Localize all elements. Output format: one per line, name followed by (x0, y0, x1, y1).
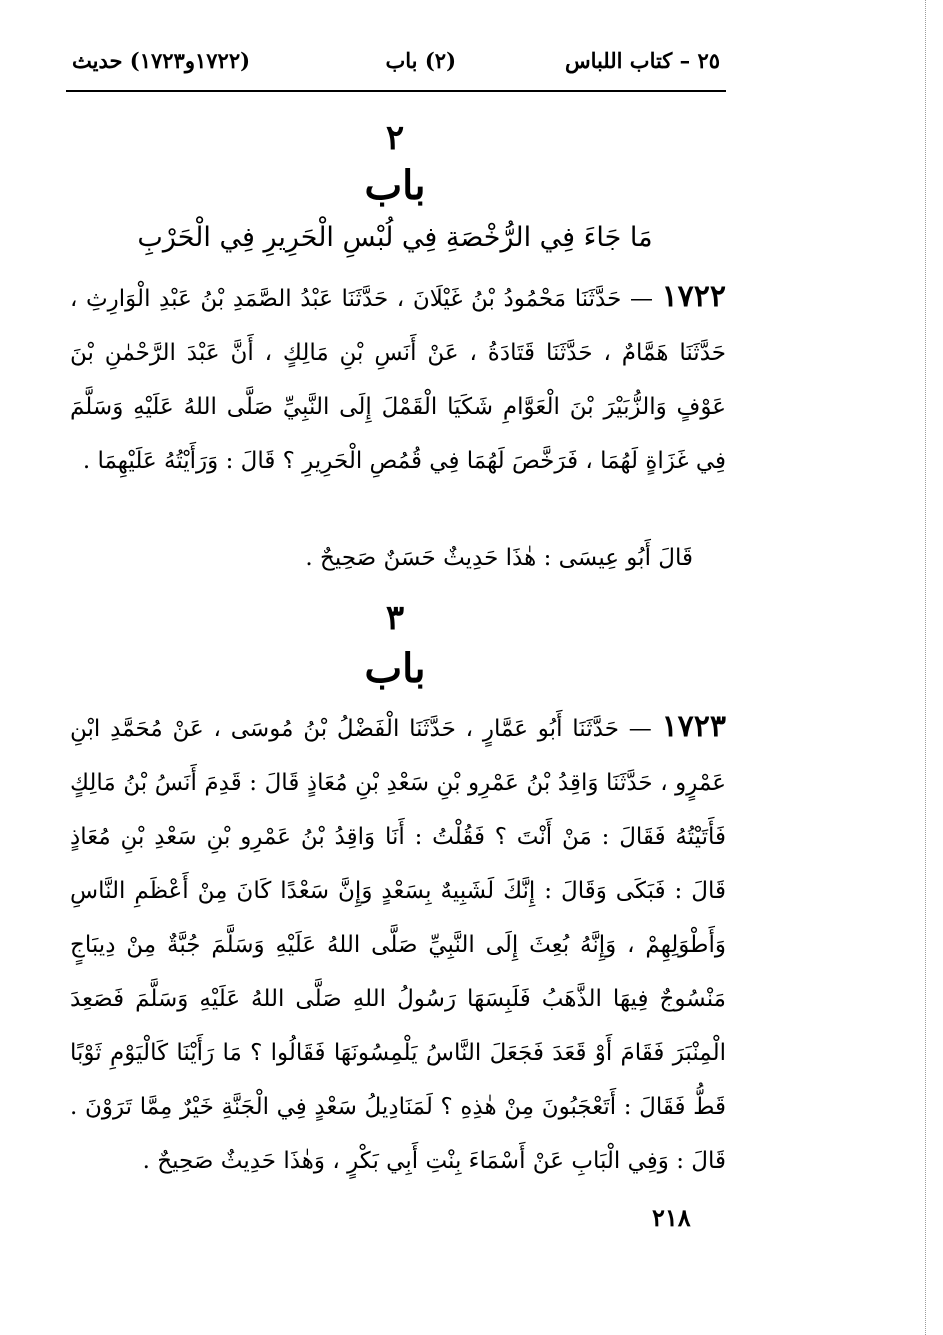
running-header (66, 42, 726, 92)
hadith-text-1722: — حَدَّثَنَا مَحْمُودُ بْنُ غَيْلَانَ ، حَدَّثَنَا عَبْدُ الصَّمَدِ بْنُ عَبْدِ الْوَارِثِ ، حَدَّثَنَا هَمَّامٌ ، حَدَّثَنَا قَتَادَةُ ، عَنْ أَنَسِ بْنِ مَالِكٍ ، أَنَّ عَبْدَ الرَّحْمٰنِ بْنَ عَوْفٍ وَالزُّبَيْرَ بْنَ الْعَوَّامِ شَكَيَا الْقَمْلَ إِلَى النَّبِيِّ صَلَّى اللهُ عَلَيْهِ وَسَلَّمَ فِي غَزَاةٍ لَهُمَا ، فَرَخَّصَ لَهُمَا فِي قُمُصِ الْحَرِيرِ ؟ قَالَ : وَرَأَيْتُهُ عَلَيْهِمَا . (70, 286, 726, 474)
header-divider (66, 90, 726, 92)
hadith-1723 (70, 700, 726, 1188)
section-number-2: ٢ (385, 118, 405, 158)
header-hadith-range: (١٧٢٢و١٧٢٣) حديث (72, 48, 251, 73)
hadith-text-1723: — حَدَّثَنَا أَبُو عَمَّارٍ ، حَدَّثَنَا الْفَضْلُ بْنُ مُوسَى ، عَنْ مُحَمَّدِ ابْنِ عَمْرٍو ، حَدَّثَنَا وَاقِدُ بْنُ عَمْرِو بْنِ سَعْدِ بْنِ مُعَاذٍ قَالَ : قَدِمَ أَنَسُ بْنُ مَالِكٍ فَأَتَيْتُهُ فَقَالَ : مَنْ أَنْتَ ؟ فَقُلْتُ : أَنَا وَاقِدُ بْنُ عَمْرِو بْنِ سَعْدِ بْنِ مُعَاذٍ قَالَ : فَبَكَى وَقَالَ : إِنَّكَ لَشَبِيهٌ بِسَعْدٍ وَإِنَّ سَعْدًا كَانَ مِنْ أَعْظَمِ النَّاسِ وَأَطْوَلِهِمْ ، وَإِنَّهُ بُعِثَ إِلَى النَّبِيِّ صَلَّى اللهُ عَلَيْهِ وَسَلَّمَ جُبَّةٌ مِنْ دِيبَاجٍ مَنْسُوجٌ فِيهَا الذَّهَبُ فَلَبِسَهَا رَسُولُ اللهِ صَلَّى اللهُ عَلَيْهِ وَسَلَّمَ فَصَعِدَ الْمِنْبَرَ فَقَامَ أَوْ قَعَدَ فَجَعَلَ النَّاسُ يَلْمِسُونَهَا فَقَالُوا ؟ مَا رَأَيْنَا كَالْيَوْمِ ثَوْبًا قَطُّ فَقَالَ : أَتَعْجَبُونَ مِنْ هٰذِهِ ؟ لَمَنَادِيلُ سَعْدٍ فِي الْجَنَّةِ خَيْرٌ مِمَّا تَرَوْنَ . قَالَ : وَفِي الْبَابِ عَنْ أَسْمَاءَ بِنْتِ أَبِي بَكْرٍ ، وَهٰذَا حَدِيثٌ صَحِيحٌ . (70, 716, 726, 1174)
header-book-title: ٢٥ – كتاب اللباس (564, 48, 720, 73)
page-number: ٢١٨ (652, 1203, 691, 1232)
bab-heading-2: باب (364, 162, 426, 209)
page-edge-line (925, 0, 926, 1335)
chapter-title: مَا جَاءَ فِي الرُّخْصَةِ فِي لُبْسِ الْحَرِيرِ فِي الْحَرْبِ (137, 222, 653, 253)
bab-heading-3: باب (364, 645, 426, 692)
section-number-3: ٣ (385, 598, 405, 638)
hadith-1722 (70, 270, 726, 488)
header-chapter: (٢) باب (385, 48, 456, 73)
hadith-number-1722: ١٧٢٢ (661, 279, 727, 314)
hadith-number-1723: ١٧٢٣ (661, 709, 727, 744)
hadith-grading-1722: قَالَ أَبُو عِيسَى : هٰذَا حَدِيثٌ حَسَنٌ صَحِيحٌ . (305, 545, 693, 571)
